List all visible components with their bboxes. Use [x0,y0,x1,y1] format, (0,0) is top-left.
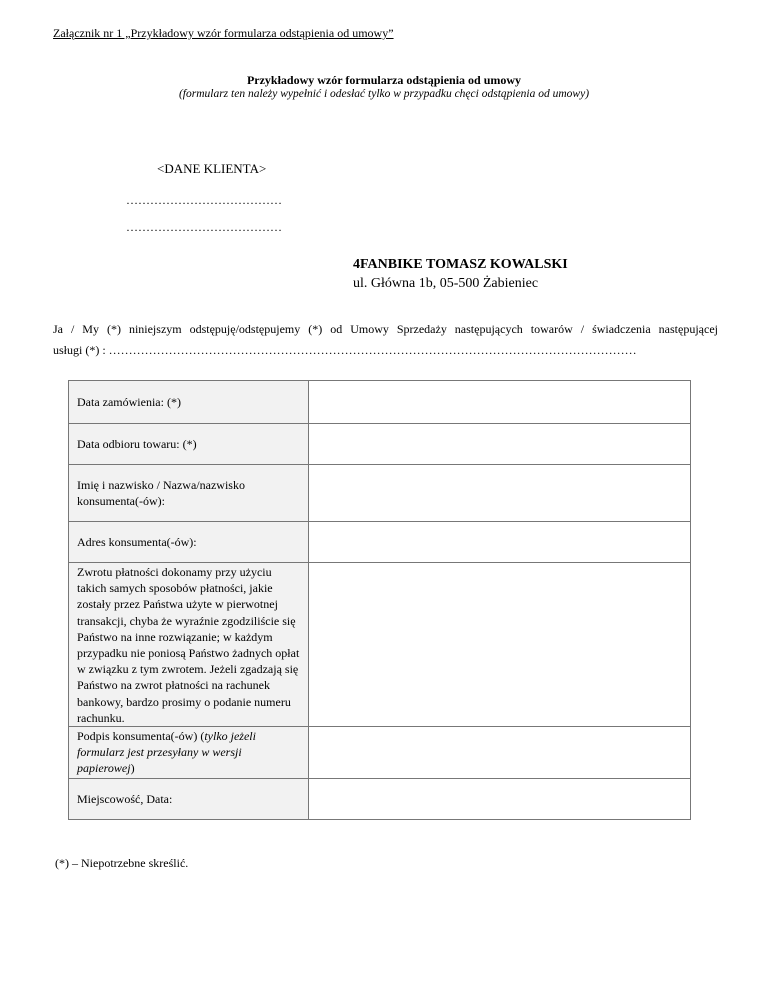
table-row [69,779,691,820]
order-date-label: Data zamówienia: (*) [69,381,309,424]
table-row [69,381,691,424]
table-row [69,465,691,522]
form-title: Przykładowy wzór formularza odstąpienia od umowy [246,73,522,87]
consumer-address-field[interactable] [309,522,691,563]
consumer-name-field[interactable] [309,465,691,522]
withdrawal-form-table [68,380,691,820]
recipient-address: ul. Główna 1b, 05-500 Żabieniec [353,276,539,291]
receipt-date-label: Data odbioru towaru: (*) [69,424,309,465]
annex-title: Załącznik nr 1 „Przykładowy wzór formularza odstąpienia od umowy” [53,26,394,40]
refund-info-text: Zwrotu płatności dokonamy przy użyciu takich samych sposobów płatności, jakie zostały przez Państwa użyte w pierwotnej transakcji, chyba że wyraźnie zgodziliście się Państwo na inne rozwiązanie; w każdym przypadku nie poniosą Państwo żadnych opłat w związku z tym zwrotem. Jeżeli zgadzają się Państwo na zwrot płatności na rachunek bankowy, bardzo prosimy o podanie numeru rachunku. [69,563,309,727]
signature-label-end: ) [130,761,135,776]
table-row [69,424,691,465]
bank-account-field[interactable] [309,563,691,727]
receipt-date-field[interactable] [309,424,691,465]
signature-label-italic: tylko jeżeli formularz jest przesyłany w wersji papierowej [77,729,256,776]
consumer-address-label: Adres konsumenta(-ów): [69,522,309,563]
signature-label [69,727,309,779]
place-date-field[interactable] [309,779,691,820]
signature-label-text: Podpis konsumenta(-ów) ( [77,729,205,744]
consumer-name-label: Imię i nazwisko / Nazwa/nazwisko konsumenta(-ów): [69,465,309,522]
client-line-1: ………………………………… [126,193,282,207]
table-row [69,563,691,727]
client-line-2: ………………………………… [126,220,282,234]
table-row [69,727,691,779]
order-date-field[interactable] [309,381,691,424]
declaration-line-2: usługi (*) : …………………………………………………………………………………………………………………… [53,343,637,357]
declaration-line-1: Ja / My (*) niniejszym odstępuję/odstępujemy (*) od Umowy Sprzedaży następujących towarów / świadczenia następującej [53,322,718,336]
form-subtitle: (formularz ten należy wypełnić i odesłać tylko w przypadku chęci odstąpienia od umowy) [178,88,590,100]
signature-field[interactable] [309,727,691,779]
declaration-paragraph [53,319,718,361]
table-row [69,522,691,563]
place-date-label: Miejscowość, Data: [69,779,309,820]
footnote: (*) – Niepotrzebne skreślić. [55,856,189,870]
recipient-name: 4FANBIKE TOMASZ KOWALSKI [353,257,568,272]
client-data-label: <DANE KLIENTA> [157,161,267,176]
